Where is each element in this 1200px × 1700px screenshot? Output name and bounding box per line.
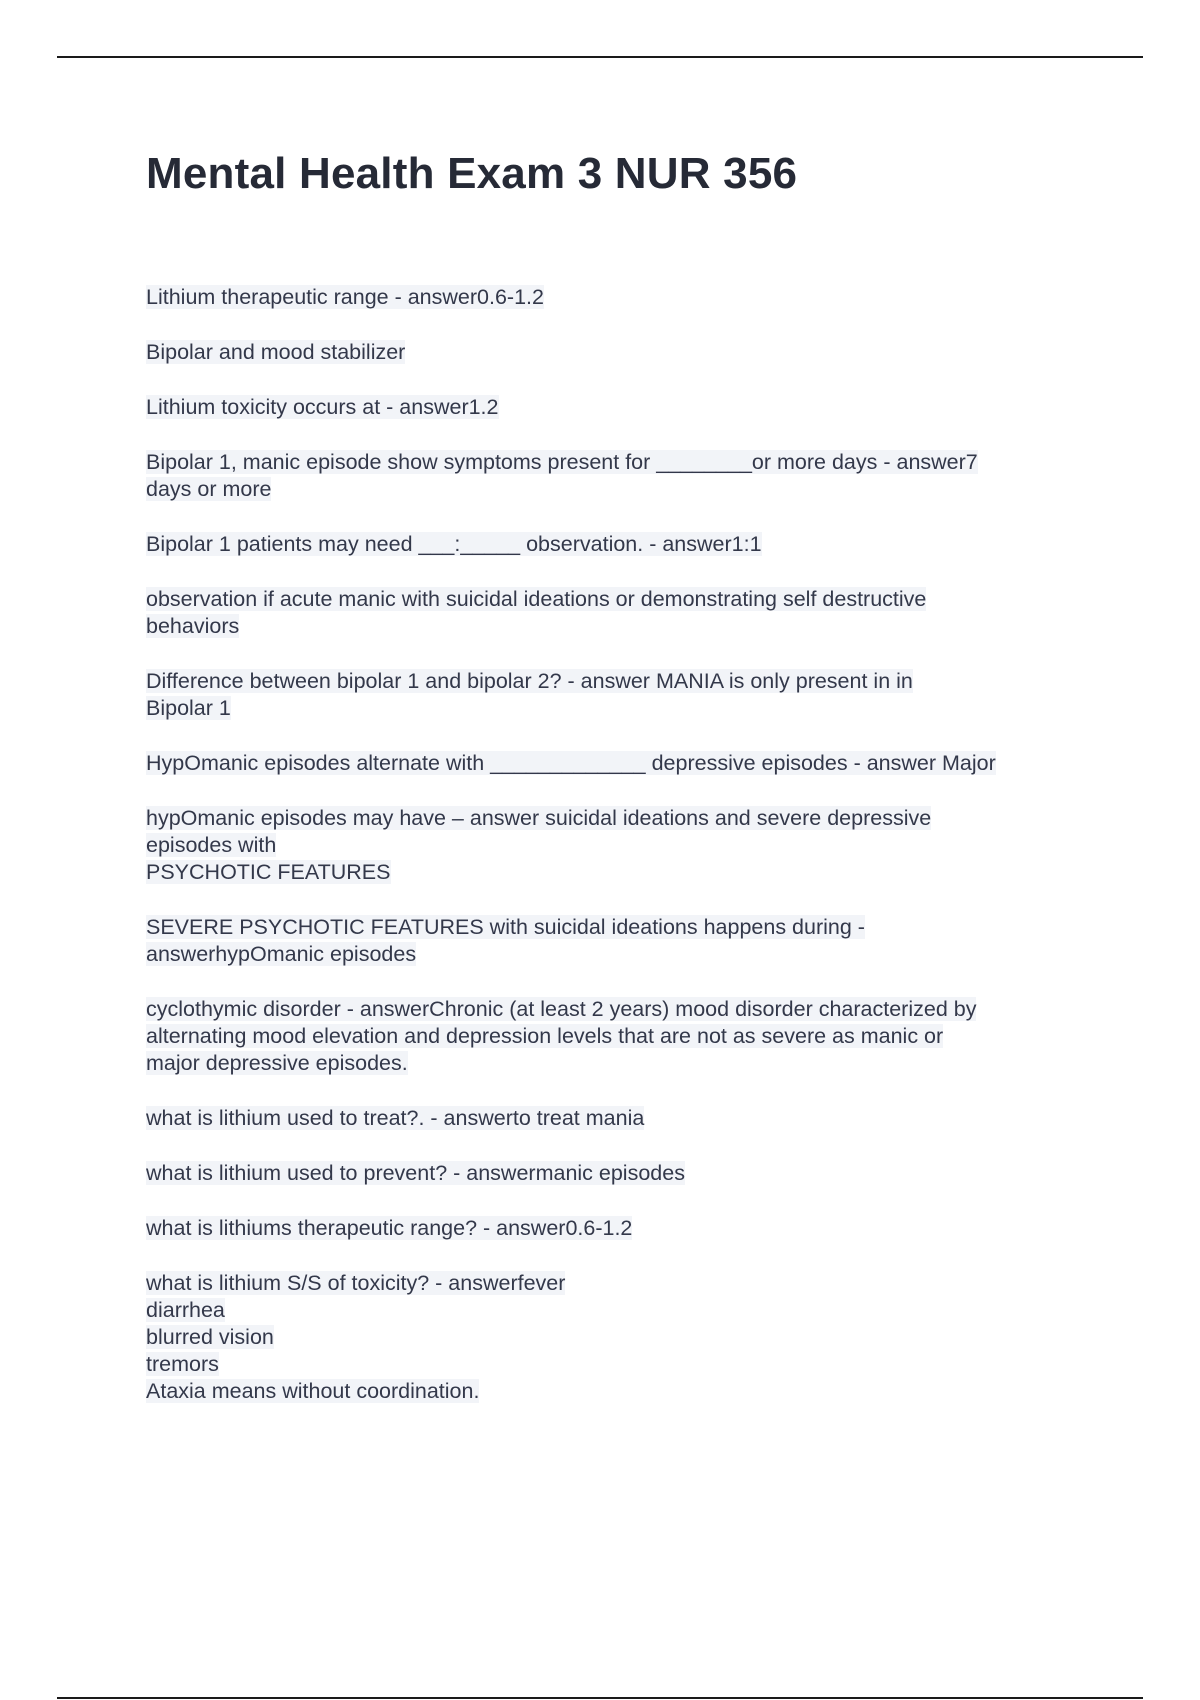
entry-line <box>146 476 1096 503</box>
entry-line-text: Lithium therapeutic range - answer0.6-1.2 <box>146 285 544 309</box>
entry-line <box>146 1351 1096 1378</box>
flashcard-entry <box>146 996 1096 1077</box>
entry-line <box>146 1023 1096 1050</box>
entry-line <box>146 284 1096 311</box>
entry-line <box>146 695 1096 722</box>
entry-line <box>146 1324 1096 1351</box>
entry-line-text: HypOmanic episodes alternate with _____________ depressive episodes - answer Major <box>146 751 996 775</box>
entry-line <box>146 996 1096 1023</box>
flashcard-entry <box>146 1160 1096 1187</box>
entry-line-text: Difference between bipolar 1 and bipolar 2? - answer MANIA is only present in in <box>146 669 913 693</box>
entry-line <box>146 1297 1096 1324</box>
entry-line <box>146 339 1096 366</box>
flashcard-entry <box>146 339 1096 366</box>
entry-line <box>146 1050 1096 1077</box>
entry-line-text: Bipolar 1 patients may need ___:_____ observation. - answer1:1 <box>146 532 762 556</box>
entry-line <box>146 750 1096 777</box>
entry-line-text: what is lithiums therapeutic range? - answer0.6-1.2 <box>146 1216 633 1240</box>
entry-line <box>146 941 1096 968</box>
page-title: Mental Health Exam 3 NUR 356 <box>146 149 798 198</box>
entry-line <box>146 613 1096 640</box>
top-rule <box>57 56 1143 58</box>
entry-line-text: observation if acute manic with suicidal ideations or demonstrating self destructive <box>146 587 927 611</box>
entry-line-text: cyclothymic disorder - answerChronic (at least 2 years) mood disorder characterized by <box>146 997 977 1021</box>
entry-line-text: SEVERE PSYCHOTIC FEATURES with suicidal ideations happens during - <box>146 915 865 939</box>
entry-line <box>146 531 1096 558</box>
entry-line-text: tremors <box>146 1352 219 1376</box>
flashcard-entry <box>146 586 1096 640</box>
entry-line <box>146 394 1096 421</box>
entry-line <box>146 668 1096 695</box>
entry-line-text: Bipolar 1, manic episode show symptoms present for ________or more days - answer7 <box>146 450 978 474</box>
entry-line-text: Bipolar and mood stabilizer <box>146 340 406 364</box>
document-body <box>146 284 1096 1433</box>
flashcard-entry <box>146 531 1096 558</box>
entry-line <box>146 859 1096 886</box>
flashcard-entry <box>146 668 1096 722</box>
flashcard-entry <box>146 449 1096 503</box>
entry-line <box>146 1215 1096 1242</box>
bottom-rule <box>57 1697 1143 1699</box>
entry-line-text: blurred vision <box>146 1325 274 1349</box>
entry-line-text: alternating mood elevation and depression levels that are not as severe as manic or <box>146 1024 944 1048</box>
entry-line-text: hypOmanic episodes may have – answer suicidal ideations and severe depressive <box>146 806 932 830</box>
entry-line-text: PSYCHOTIC FEATURES <box>146 860 391 884</box>
flashcard-entry <box>146 805 1096 886</box>
entry-line <box>146 1160 1096 1187</box>
entry-line-text: Lithium toxicity occurs at - answer1.2 <box>146 395 499 419</box>
entry-line-text: what is lithium S/S of toxicity? - answerfever <box>146 1271 566 1295</box>
entry-line-text: what is lithium used to treat?. - answerto treat mania <box>146 1106 645 1130</box>
flashcard-entry <box>146 750 1096 777</box>
entry-line-text: answerhypOmanic episodes <box>146 942 417 966</box>
entry-line <box>146 914 1096 941</box>
flashcard-entry <box>146 914 1096 968</box>
entry-line <box>146 449 1096 476</box>
entry-line-text: diarrhea <box>146 1298 225 1322</box>
flashcard-entry <box>146 1105 1096 1132</box>
entry-line <box>146 1378 1096 1405</box>
flashcard-entry <box>146 284 1096 311</box>
entry-line-text: behaviors <box>146 614 240 638</box>
entry-line <box>146 1105 1096 1132</box>
entry-line-text: Ataxia means without coordination. <box>146 1379 480 1403</box>
entry-line <box>146 586 1096 613</box>
entry-line-text: Bipolar 1 <box>146 696 231 720</box>
entry-line <box>146 805 1096 832</box>
entry-line <box>146 1270 1096 1297</box>
entry-line <box>146 832 1096 859</box>
entry-line-text: episodes with <box>146 833 277 857</box>
flashcard-entry <box>146 394 1096 421</box>
entry-line-text: major depressive episodes. <box>146 1051 408 1075</box>
flashcard-entry <box>146 1270 1096 1405</box>
entry-line-text: what is lithium used to prevent? - answermanic episodes <box>146 1161 685 1185</box>
flashcard-entry <box>146 1215 1096 1242</box>
entry-line-text: days or more <box>146 477 272 501</box>
